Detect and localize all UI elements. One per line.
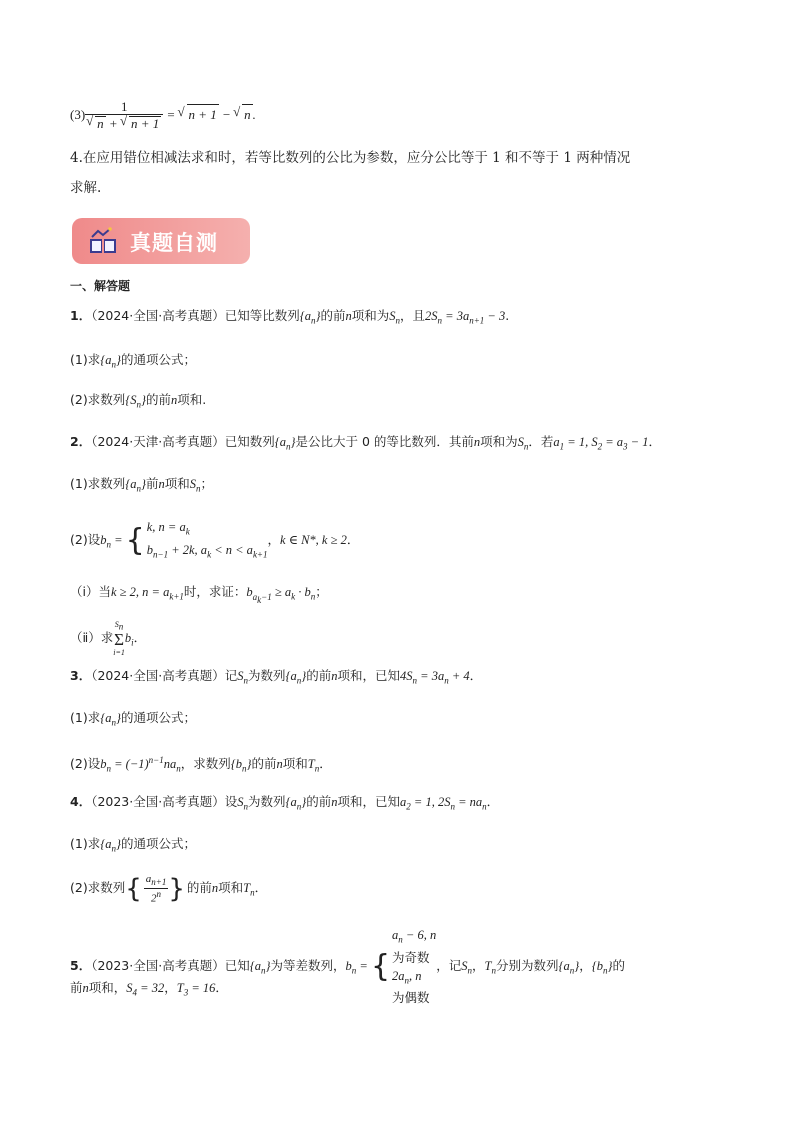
problem-4-part-2: (2)求数列{ $\frac{a_{n+1}}{2^n}$ } 的前n项和$T_n$． xyxy=(70,872,268,905)
problem-1-part-2: (2)求数列$\{S_n\}$的前n项和. xyxy=(70,392,207,410)
tip-3-rhs: = √ n + 1 − √ n . xyxy=(163,107,256,122)
problem-3-part-1: (1)求$\{a_n\}$的通项公式； xyxy=(70,710,196,728)
section-title: 一、解答题 xyxy=(70,279,131,293)
problem-2-part-1: (1)求数列$\{a_n\}$前n项和$S_n$； xyxy=(70,476,214,494)
problem-2-sub-ii: （ⅱ）求$S_n$ Σ $i=1b_i$． xyxy=(70,620,147,657)
problem-4-stem: 4．（2023·全国·高考真题）设$S_n$为数列$\{a_n\}$的前n项和，已知$a_2 = 1$, $2S_n = na_n$． xyxy=(70,794,500,812)
problem-3-part-2: (2)设$b_n = (-1)^{n-1}na_n$，求数列$\{b_n\}$的前n项和$T_n$． xyxy=(70,755,332,774)
problem-2-stem: 2．（2024·天津·高考真题）已知数列$\{a_n\}$是公比大于 0 的等比数列．其前n项和为$S_n$．若$a_1 = 1$, $S_2 = a_3 - 1$． xyxy=(70,434,661,452)
problem-2-part-2: (2)设$b_n$ = { k, $n = a_k$ $b_{n-1} + 2k$, $a_k < n < a_{k+1}$ ，k ∈ N*, k ≥ 2． xyxy=(70,520,360,559)
problem-2-sub-i: （ⅰ）当k ≥ 2, $n = a_{k+1}$时，求证：$b_{a_k-1} \ge a_k \cdot b_n$； xyxy=(70,584,328,605)
book-graph-icon xyxy=(88,227,118,255)
tip-3-fraction: 1 √ n + √ n + 1 xyxy=(85,100,163,132)
problem-5-stem-cont: 前n项和，$S_4 = 32$，$T_3 = 16$． xyxy=(70,980,228,998)
problem-1-stem: 1．（2024·全国·高考真题）已知等比数列$\{a_n\}$的前n项和为$S_n$，且$2S_n = 3a_{n+1} - 3$. xyxy=(70,308,510,326)
section-banner xyxy=(72,218,250,264)
problem-1-part-1: (1)求$\{a_n\}$的通项公式； xyxy=(70,352,196,370)
problem-4-part-1: (1)求$\{a_n\}$的通项公式； xyxy=(70,836,196,854)
tip-4-cont: 求解. xyxy=(70,180,102,196)
tip-3 xyxy=(70,100,256,132)
tip-4: 4.在应用错位相减法求和时，若等比数列的公比为参数，应分公比等于 1 和不等于 1 两种情况 xyxy=(70,150,631,166)
banner-title: 真题自测 xyxy=(130,231,218,255)
problem-5-stem: 5．（2023·全国·高考真题）已知$\{a_n\}$为等差数列，$b_n$ = { $a_n - 6$, n 为奇数 $2a_n$, n 为偶数 ，记$S_n$，$T_n$分别为数列$\{a_n\}$，$\{b_n\}$的 xyxy=(70,928,625,1005)
tip-3-label: (3) xyxy=(70,106,86,122)
problem-3-stem: 3．（2024·全国·高考真题）记$S_n$为数列$\{a_n\}$的前n项和，已知$4S_n = 3a_n + 4$． xyxy=(70,668,483,686)
